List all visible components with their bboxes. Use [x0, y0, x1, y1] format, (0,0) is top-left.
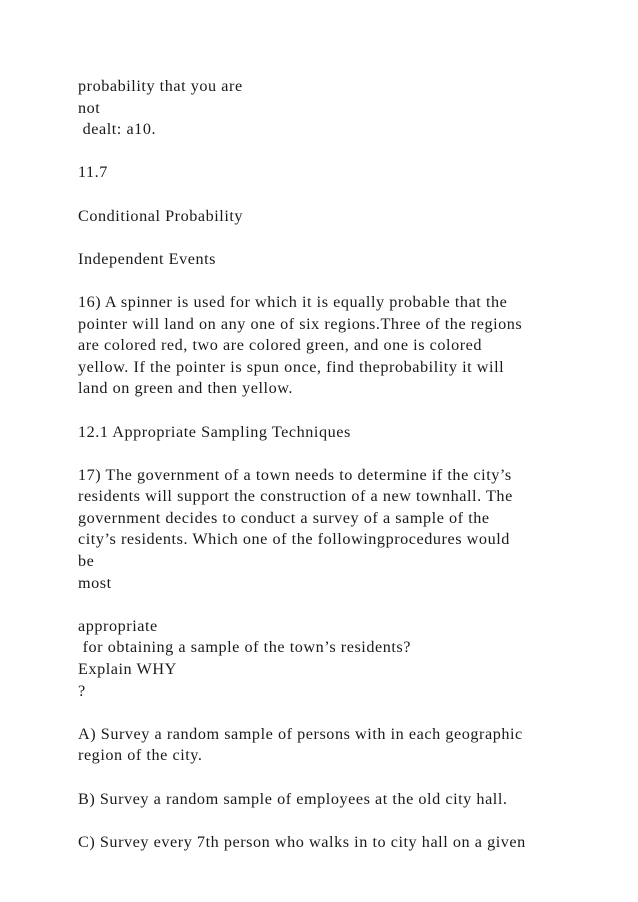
section-number-text: 11.7 [78, 163, 108, 182]
section-heading [78, 422, 568, 444]
text-line: not [78, 98, 101, 117]
text-line: Explain WHY [78, 660, 177, 679]
section-subheading [78, 249, 568, 271]
text-line: for obtaining a sample of the town’s residents? [78, 638, 411, 657]
document-body [78, 76, 568, 875]
text-line: residents will support the construction of a new townhall. The [78, 487, 513, 506]
text-line: dealt: a10. [78, 120, 157, 139]
section-heading [78, 206, 568, 228]
text-line: region of the city. [78, 746, 203, 765]
question-17 [78, 465, 568, 595]
text-line: probability that you are [78, 77, 243, 95]
question-17-continued [78, 616, 568, 702]
option-b [78, 789, 568, 811]
section-number [78, 162, 568, 184]
section-heading-text: Conditional Probability [78, 206, 244, 225]
text-line: ? [78, 681, 86, 700]
text-line: C) Survey every 7th person who walks in to city hall on a given [78, 832, 526, 851]
text-line: yellow. If the pointer is spun once, find theprobability it will [78, 357, 505, 376]
text-line: land on green and then yellow. [78, 379, 294, 398]
section-subheading-text: Independent Events [78, 249, 217, 268]
text-line: pointer will land on any one of six regions.Three of the regions [78, 314, 523, 333]
text-line: 16) A spinner is used for which it is equally probable that the [78, 292, 508, 311]
option-a [78, 724, 568, 767]
text-line: 17) The government of a town needs to determine if the city’s [78, 465, 512, 484]
text-line: most [78, 573, 112, 592]
option-c [78, 832, 568, 854]
text-line: government decides to conduct a survey of a sample of the [78, 508, 490, 527]
text-line: be [78, 552, 95, 571]
text-line: city’s residents. Which one of the followingprocedures would [78, 530, 510, 549]
question-16 [78, 292, 568, 400]
text-line: B) Survey a random sample of employees at the old city hall. [78, 789, 508, 808]
section-heading-text: 12.1 Appropriate Sampling Techniques [78, 422, 351, 441]
text-line: A) Survey a random sample of persons with in each geographic [78, 724, 523, 743]
intro-paragraph [78, 76, 568, 141]
text-line: appropriate [78, 616, 158, 635]
text-line: are colored red, two are colored green, and one is colored [78, 336, 483, 355]
